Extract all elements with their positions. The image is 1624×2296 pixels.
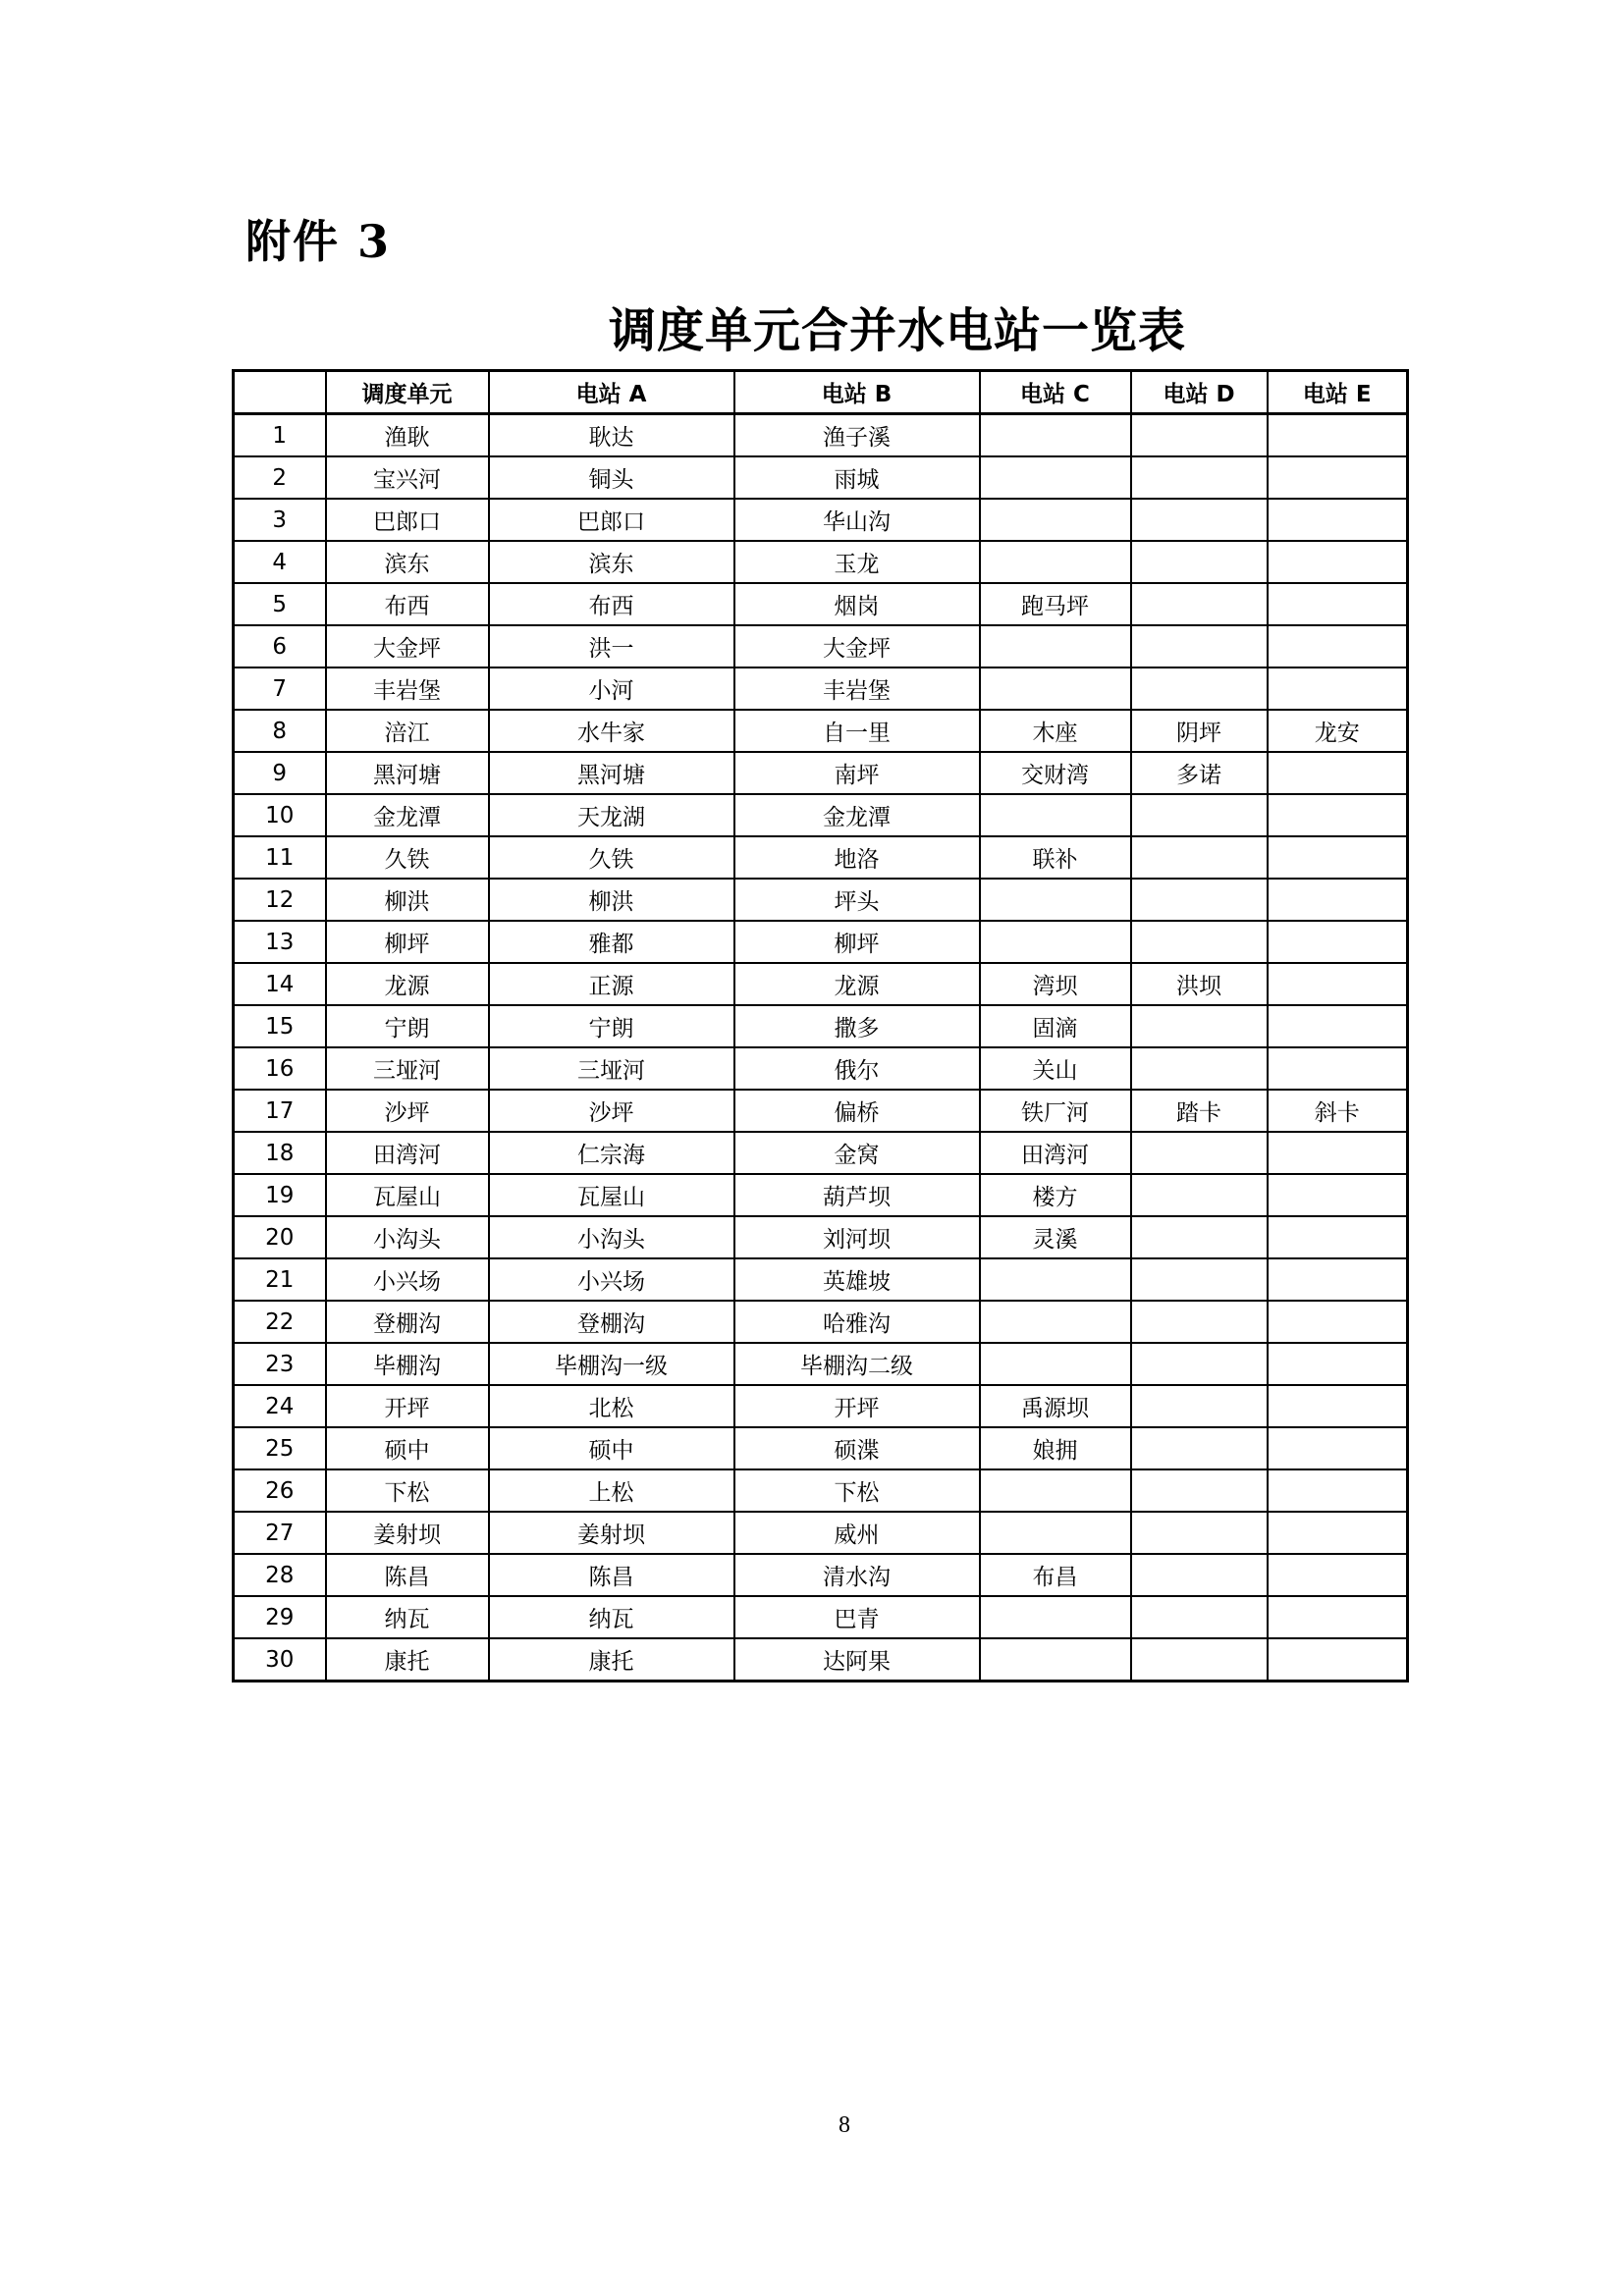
table-row	[234, 583, 1408, 625]
station-c-cell: 固滴	[980, 1005, 1131, 1047]
station-d-cell	[1131, 1047, 1268, 1090]
station-table	[232, 369, 1409, 1682]
station-d-cell	[1131, 1132, 1268, 1174]
dispatch-unit-cell: 宝兴河	[326, 456, 489, 499]
station-e-cell	[1268, 1343, 1408, 1385]
row-index-cell: 20	[234, 1216, 326, 1258]
station-d-cell: 踏卡	[1131, 1090, 1268, 1132]
station-e-cell	[1268, 794, 1408, 836]
table-row	[234, 1132, 1408, 1174]
station-e-cell	[1268, 625, 1408, 667]
station-e-cell	[1268, 1216, 1408, 1258]
station-e-cell	[1268, 1047, 1408, 1090]
table-row	[234, 1047, 1408, 1090]
station-c-cell: 湾坝	[980, 963, 1131, 1005]
row-index-cell: 22	[234, 1301, 326, 1343]
row-index-cell: 8	[234, 710, 326, 752]
dispatch-unit-cell: 黑河塘	[326, 752, 489, 794]
station-a-cell: 雅都	[489, 921, 734, 963]
row-index-cell: 26	[234, 1469, 326, 1512]
table-row	[234, 414, 1408, 457]
station-b-cell: 偏桥	[734, 1090, 980, 1132]
station-c-cell	[980, 1343, 1131, 1385]
row-index-cell: 7	[234, 667, 326, 710]
row-index-cell: 16	[234, 1047, 326, 1090]
station-b-cell: 硕渫	[734, 1427, 980, 1469]
header-station-a: 电站 A	[489, 371, 734, 414]
station-c-cell	[980, 1638, 1131, 1682]
station-b-cell: 威州	[734, 1512, 980, 1554]
station-a-cell: 纳瓦	[489, 1596, 734, 1638]
dispatch-unit-cell: 姜射坝	[326, 1512, 489, 1554]
station-a-cell: 瓦屋山	[489, 1174, 734, 1216]
station-c-cell	[980, 1258, 1131, 1301]
station-e-cell	[1268, 1512, 1408, 1554]
dispatch-unit-cell: 陈昌	[326, 1554, 489, 1596]
station-b-cell: 下松	[734, 1469, 980, 1512]
row-index-cell: 4	[234, 541, 326, 583]
station-b-cell: 南坪	[734, 752, 980, 794]
station-d-cell	[1131, 1385, 1268, 1427]
station-b-cell: 坪头	[734, 879, 980, 921]
station-c-cell: 禹源坝	[980, 1385, 1131, 1427]
table-row	[234, 879, 1408, 921]
dispatch-unit-cell: 登棚沟	[326, 1301, 489, 1343]
station-d-cell	[1131, 1216, 1268, 1258]
dispatch-unit-cell: 大金坪	[326, 625, 489, 667]
station-a-cell: 宁朗	[489, 1005, 734, 1047]
station-e-cell	[1268, 499, 1408, 541]
station-e-cell	[1268, 541, 1408, 583]
row-index-cell: 21	[234, 1258, 326, 1301]
dispatch-unit-cell: 毕棚沟	[326, 1343, 489, 1385]
table-row	[234, 794, 1408, 836]
row-index-cell: 9	[234, 752, 326, 794]
row-index-cell: 2	[234, 456, 326, 499]
row-index-cell: 24	[234, 1385, 326, 1427]
station-d-cell	[1131, 1469, 1268, 1512]
station-a-cell: 三垭河	[489, 1047, 734, 1090]
dispatch-unit-cell: 涪江	[326, 710, 489, 752]
station-b-cell: 烟岗	[734, 583, 980, 625]
dispatch-unit-cell: 柳洪	[326, 879, 489, 921]
station-e-cell	[1268, 414, 1408, 457]
table-row	[234, 456, 1408, 499]
station-c-cell: 木座	[980, 710, 1131, 752]
station-d-cell	[1131, 541, 1268, 583]
station-d-cell	[1131, 1554, 1268, 1596]
header-index	[234, 371, 326, 414]
row-index-cell: 5	[234, 583, 326, 625]
station-e-cell: 斜卡	[1268, 1090, 1408, 1132]
table-row	[234, 1258, 1408, 1301]
station-e-cell: 龙安	[1268, 710, 1408, 752]
row-index-cell: 28	[234, 1554, 326, 1596]
station-e-cell	[1268, 1258, 1408, 1301]
table-row	[234, 1596, 1408, 1638]
station-c-cell	[980, 1469, 1131, 1512]
table-row	[234, 1216, 1408, 1258]
station-c-cell: 跑马坪	[980, 583, 1131, 625]
table-row	[234, 1005, 1408, 1047]
station-e-cell	[1268, 1469, 1408, 1512]
station-e-cell	[1268, 456, 1408, 499]
station-c-cell: 铁厂河	[980, 1090, 1131, 1132]
station-a-cell: 铜头	[489, 456, 734, 499]
station-d-cell	[1131, 1512, 1268, 1554]
station-b-cell: 金窝	[734, 1132, 980, 1174]
station-c-cell	[980, 625, 1131, 667]
dispatch-unit-cell: 纳瓦	[326, 1596, 489, 1638]
dispatch-unit-cell: 柳坪	[326, 921, 489, 963]
station-c-cell	[980, 1512, 1131, 1554]
table-row	[234, 1427, 1408, 1469]
station-a-cell: 小沟头	[489, 1216, 734, 1258]
station-d-cell	[1131, 667, 1268, 710]
station-e-cell	[1268, 1554, 1408, 1596]
station-a-cell: 小河	[489, 667, 734, 710]
station-c-cell: 娘拥	[980, 1427, 1131, 1469]
table-row	[234, 1469, 1408, 1512]
table-row	[234, 667, 1408, 710]
dispatch-unit-cell: 布西	[326, 583, 489, 625]
station-b-cell: 华山沟	[734, 499, 980, 541]
station-e-cell	[1268, 583, 1408, 625]
page-title: 调度单元合并水电站一览表	[609, 303, 1187, 358]
dispatch-unit-cell: 滨东	[326, 541, 489, 583]
station-a-cell: 康托	[489, 1638, 734, 1682]
dispatch-unit-cell: 巴郎口	[326, 499, 489, 541]
station-b-cell: 刘河坝	[734, 1216, 980, 1258]
station-a-cell: 沙坪	[489, 1090, 734, 1132]
station-d-cell	[1131, 1596, 1268, 1638]
station-b-cell: 撒多	[734, 1005, 980, 1047]
station-b-cell: 渔子溪	[734, 414, 980, 457]
dispatch-unit-cell: 开坪	[326, 1385, 489, 1427]
station-e-cell	[1268, 836, 1408, 879]
station-b-cell: 毕棚沟二级	[734, 1343, 980, 1385]
table-row	[234, 1638, 1408, 1682]
row-index-cell: 14	[234, 963, 326, 1005]
station-c-cell	[980, 667, 1131, 710]
header-station-e: 电站 E	[1268, 371, 1408, 414]
station-c-cell	[980, 414, 1131, 457]
station-d-cell	[1131, 625, 1268, 667]
station-c-cell: 关山	[980, 1047, 1131, 1090]
header-station-c: 电站 C	[980, 371, 1131, 414]
row-index-cell: 3	[234, 499, 326, 541]
row-index-cell: 25	[234, 1427, 326, 1469]
station-c-cell: 灵溪	[980, 1216, 1131, 1258]
station-b-cell: 丰岩堡	[734, 667, 980, 710]
table-row	[234, 921, 1408, 963]
station-e-cell	[1268, 1301, 1408, 1343]
row-index-cell: 18	[234, 1132, 326, 1174]
dispatch-unit-cell: 小沟头	[326, 1216, 489, 1258]
dispatch-unit-cell: 三垭河	[326, 1047, 489, 1090]
station-b-cell: 巴青	[734, 1596, 980, 1638]
station-b-cell: 自一里	[734, 710, 980, 752]
table-row	[234, 1301, 1408, 1343]
dispatch-unit-cell: 康托	[326, 1638, 489, 1682]
station-e-cell	[1268, 1427, 1408, 1469]
attachment-label: 附件 3	[245, 215, 392, 268]
station-d-cell	[1131, 1174, 1268, 1216]
station-d-cell	[1131, 583, 1268, 625]
station-e-cell	[1268, 1638, 1408, 1682]
station-d-cell	[1131, 456, 1268, 499]
table-row	[234, 499, 1408, 541]
station-a-cell: 北松	[489, 1385, 734, 1427]
dispatch-unit-cell: 下松	[326, 1469, 489, 1512]
table-row	[234, 1554, 1408, 1596]
row-index-cell: 15	[234, 1005, 326, 1047]
table-row	[234, 836, 1408, 879]
station-c-cell	[980, 1301, 1131, 1343]
row-index-cell: 17	[234, 1090, 326, 1132]
dispatch-unit-cell: 丰岩堡	[326, 667, 489, 710]
station-e-cell	[1268, 921, 1408, 963]
table-row	[234, 1512, 1408, 1554]
dispatch-unit-cell: 瓦屋山	[326, 1174, 489, 1216]
station-a-cell: 布西	[489, 583, 734, 625]
station-a-cell: 上松	[489, 1469, 734, 1512]
station-e-cell	[1268, 1596, 1408, 1638]
station-a-cell: 小兴场	[489, 1258, 734, 1301]
station-d-cell	[1131, 1638, 1268, 1682]
station-a-cell: 毕棚沟一级	[489, 1343, 734, 1385]
station-b-cell: 哈雅沟	[734, 1301, 980, 1343]
station-a-cell: 姜射坝	[489, 1512, 734, 1554]
station-c-cell: 楼方	[980, 1174, 1131, 1216]
table-header-row	[234, 371, 1408, 414]
station-a-cell: 巴郎口	[489, 499, 734, 541]
station-a-cell: 耿达	[489, 414, 734, 457]
station-b-cell: 柳坪	[734, 921, 980, 963]
station-d-cell	[1131, 794, 1268, 836]
station-a-cell: 久铁	[489, 836, 734, 879]
dispatch-unit-cell: 龙源	[326, 963, 489, 1005]
row-index-cell: 11	[234, 836, 326, 879]
table-row	[234, 1090, 1408, 1132]
station-a-cell: 硕中	[489, 1427, 734, 1469]
page-number: 8	[839, 2112, 850, 2138]
dispatch-unit-cell: 渔耿	[326, 414, 489, 457]
station-e-cell	[1268, 1174, 1408, 1216]
station-d-cell: 洪坝	[1131, 963, 1268, 1005]
station-b-cell: 开坪	[734, 1385, 980, 1427]
station-a-cell: 仁宗海	[489, 1132, 734, 1174]
station-c-cell: 布昌	[980, 1554, 1131, 1596]
station-a-cell: 天龙湖	[489, 794, 734, 836]
dispatch-unit-cell: 沙坪	[326, 1090, 489, 1132]
station-c-cell	[980, 541, 1131, 583]
station-d-cell	[1131, 836, 1268, 879]
dispatch-unit-cell: 宁朗	[326, 1005, 489, 1047]
station-b-cell: 大金坪	[734, 625, 980, 667]
station-c-cell	[980, 1596, 1131, 1638]
row-index-cell: 19	[234, 1174, 326, 1216]
station-a-cell: 水牛家	[489, 710, 734, 752]
station-d-cell	[1131, 1258, 1268, 1301]
station-c-cell: 联补	[980, 836, 1131, 879]
station-d-cell	[1131, 1427, 1268, 1469]
station-c-cell	[980, 879, 1131, 921]
station-b-cell: 玉龙	[734, 541, 980, 583]
station-b-cell: 英雄坡	[734, 1258, 980, 1301]
station-c-cell: 交财湾	[980, 752, 1131, 794]
station-d-cell	[1131, 499, 1268, 541]
station-e-cell	[1268, 1132, 1408, 1174]
station-b-cell: 地洛	[734, 836, 980, 879]
station-e-cell	[1268, 963, 1408, 1005]
table-row	[234, 710, 1408, 752]
station-a-cell: 陈昌	[489, 1554, 734, 1596]
station-e-cell	[1268, 667, 1408, 710]
station-a-cell: 滨东	[489, 541, 734, 583]
station-b-cell: 达阿果	[734, 1638, 980, 1682]
station-d-cell	[1131, 1343, 1268, 1385]
station-a-cell: 黑河塘	[489, 752, 734, 794]
dispatch-unit-cell: 田湾河	[326, 1132, 489, 1174]
station-d-cell: 阴坪	[1131, 710, 1268, 752]
row-index-cell: 13	[234, 921, 326, 963]
station-d-cell	[1131, 879, 1268, 921]
row-index-cell: 10	[234, 794, 326, 836]
row-index-cell: 27	[234, 1512, 326, 1554]
station-a-cell: 登棚沟	[489, 1301, 734, 1343]
dispatch-unit-cell: 久铁	[326, 836, 489, 879]
station-d-cell	[1131, 1005, 1268, 1047]
table-body	[234, 414, 1408, 1682]
station-c-cell	[980, 921, 1131, 963]
station-b-cell: 清水沟	[734, 1554, 980, 1596]
station-b-cell: 俄尔	[734, 1047, 980, 1090]
table-row	[234, 963, 1408, 1005]
station-e-cell	[1268, 1005, 1408, 1047]
station-b-cell: 龙源	[734, 963, 980, 1005]
dispatch-unit-cell: 小兴场	[326, 1258, 489, 1301]
row-index-cell: 30	[234, 1638, 326, 1682]
table-row	[234, 1385, 1408, 1427]
station-c-cell	[980, 499, 1131, 541]
station-b-cell: 金龙潭	[734, 794, 980, 836]
header-dispatch-unit: 调度单元	[326, 371, 489, 414]
dispatch-unit-cell: 金龙潭	[326, 794, 489, 836]
dispatch-unit-cell: 硕中	[326, 1427, 489, 1469]
row-index-cell: 23	[234, 1343, 326, 1385]
station-b-cell: 雨城	[734, 456, 980, 499]
station-d-cell: 多诺	[1131, 752, 1268, 794]
station-a-cell: 柳洪	[489, 879, 734, 921]
station-a-cell: 洪一	[489, 625, 734, 667]
station-e-cell	[1268, 879, 1408, 921]
station-d-cell	[1131, 921, 1268, 963]
station-e-cell	[1268, 1385, 1408, 1427]
row-index-cell: 29	[234, 1596, 326, 1638]
station-c-cell	[980, 456, 1131, 499]
station-d-cell	[1131, 1301, 1268, 1343]
table-row	[234, 625, 1408, 667]
table-row	[234, 1343, 1408, 1385]
station-c-cell	[980, 794, 1131, 836]
station-d-cell	[1131, 414, 1268, 457]
table-row	[234, 752, 1408, 794]
row-index-cell: 1	[234, 414, 326, 457]
table-row	[234, 1174, 1408, 1216]
header-station-b: 电站 B	[734, 371, 980, 414]
station-e-cell	[1268, 752, 1408, 794]
header-station-d: 电站 D	[1131, 371, 1268, 414]
row-index-cell: 12	[234, 879, 326, 921]
station-b-cell: 葫芦坝	[734, 1174, 980, 1216]
table-row	[234, 541, 1408, 583]
station-c-cell: 田湾河	[980, 1132, 1131, 1174]
station-a-cell: 正源	[489, 963, 734, 1005]
row-index-cell: 6	[234, 625, 326, 667]
